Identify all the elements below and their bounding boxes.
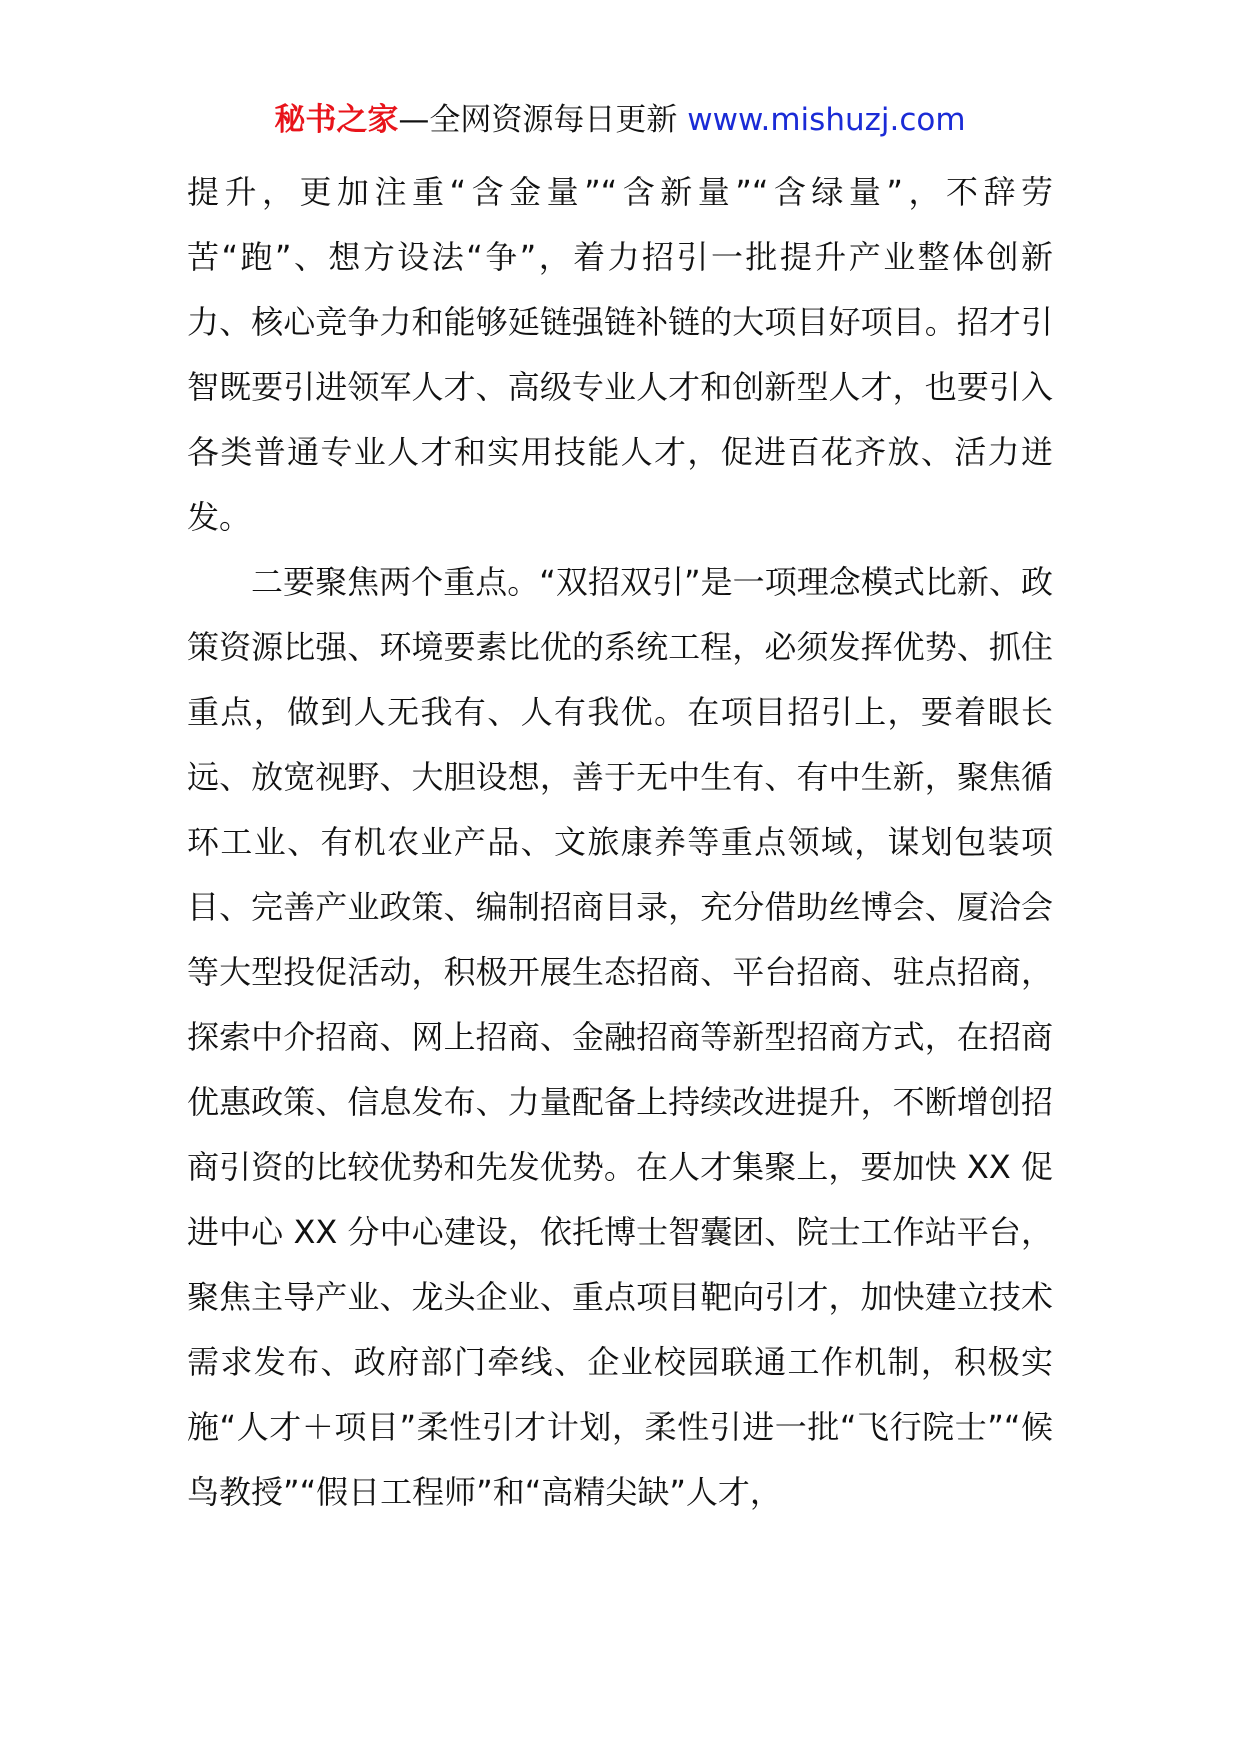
site-header [0, 100, 1240, 140]
paragraph-continued: 提升，更加注重“含金量”“含新量”“含绿量”，不辞劳苦“跑”、想方设法“争”，着力招引一批提升产业整体创新力、核心竞争力和能够延链强链补链的大项目好项目。招才引智既要引进领军人才、高级专业人才和创新型人才，也要引入各类普通专业人才和实用技能人才，促进百花齐放、活力迸发。 [187, 173, 1053, 536]
site-url-link[interactable]: www.mishuzj.com [687, 102, 966, 138]
site-brand: 秘书之家 [274, 102, 399, 138]
paragraph-two-focus-points: 二要聚焦两个重点。“双招双引”是一项理念模式比新、政策资源比强、环境要素比优的系统工程，必须发挥优势、抓住重点，做到人无我有、人有我优。在项目招引上，要着眼长远、放宽视野、大胆设想，善于无中生有、有中生新，聚焦循环工业、有机农业产品、文旅康养等重点领域，谋划包装项目、完善产业政策、编制招商目录，充分借助丝博会、厦洽会等大型投促活动，积极开展生态招商、平台招商、驻点招商，探索中介招商、网上招商、金融招商等新型招商方式，在招商优惠政策、信息发布、力量配备上持续改进提升，不断增创招商引资的比较优势和先发优势。在人才集聚上，要加快 XX 促进中心 XX 分中心建设，依托博士智囊团、院士工作站平台，聚焦主导产业、龙头企业、重点项目靶向引才，加快建立技术需求发布、政府部门牵线、企业校园联通工作机制，积极实施“人才＋项目”柔性引才计划，柔性引进一批“飞行院士”“候鸟教授”“假日工程师”和“高精尖缺”人才， [187, 563, 1053, 1511]
site-tagline: —全网资源每日更新 [398, 102, 678, 138]
document-body [187, 160, 1053, 1525]
